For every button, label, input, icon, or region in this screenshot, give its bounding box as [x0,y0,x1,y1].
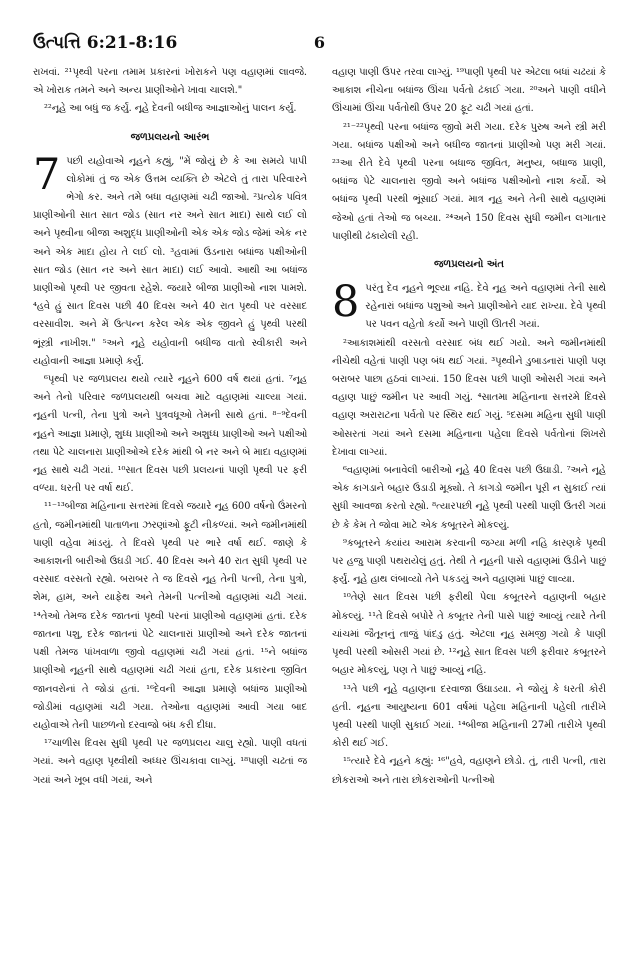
left-column [33,64,307,970]
text-columns [33,64,606,970]
paragraph: ²²નૂહે આ બધું જ કર્યું. નૂહે દેવની બધીજ આજ્ઞાઓનું પાલન કર્યું. [44,103,297,115]
paragraph: વહાણ પાણી ઉપર તરવા લાગ્યું. ¹⁹પાણી પૃથ્વી પર એટલા બધાં ચઢયાં કે આકાશ નીચેના બધાંજ ઊંચા પર્વતો ઢંકાઈ ગયા. ²⁰અને પાણી વધીને ઊંચામાં ઊંચા પર્વતોથી ઉપર 20 ફૂટ ચઢી ગયાં હતાં. [332,67,606,115]
paragraph: ¹⁰તેણે સાત દિવસ પછી ફરીથી પેલા કબૂતરને વહાણની બહાર મોકલ્યું. ¹¹તે દિવસે બપોરે તે કબૂતર તેની પાસે પાછું આવ્યું ત્યારે તેની ચાંચમાં જૈતૂનનું તાજું પાંદડુ હતું. એટલા નૂહ સમજી ગયો કે પાણી પૃથ્વી પરથી ઓસરી ગયાં છે. ¹²નૂહે સાત દિવસ પછી ફરીવાર કબૂતરને બહાર મોકલ્યું, પણ તે પાછું આવ્યું નહિ. [332,592,606,677]
chapter-dropcap: 8 [332,277,360,328]
chapter-reference: ઉત્પત્તિ 6:21-8:16 [33,33,178,53]
right-column [332,64,606,970]
page-header [33,33,606,55]
paragraph: ¹¹⁻¹³બીજા મહિનાના સત્તરમાં દિવસે જયારે નૂહ 600 વર્ષનો ઉંમરનો હતો, જમીનમાંથી પાતાળના ઝરણાંઓ ફૂટી નીકળ્યાં. અને જમીનમાંથી પાણી વહેવા માંડયું. તે દિવસે પૃથ્વી પર ભારે વર્ષા થઈ. જાણે કે આકાશની બારીઓ ઉઘડી ગઈ. 40 દિવસ અને 40 રાત સુધી પૃથ્વી પર વરસાદ વરસતો રહ્યો. બરાબર તે જ દિવસે નૂહ તેની પત્ની, તેના પુત્રો, શેમ, હામ, અને યાફેથ અને તેમની પત્નીઓ વહાણમાં ચઢી ગયાં. ¹⁴તેઓ તેમજ દરેક જાતનાં પૃથ્વી પરનાં પ્રાણીઓ વહાણમાં હતાં. દરેક જાતના પશુ, દરેક જાતનાં પેટે ચાલનારાં પ્રાણીઓ અને દરેક જાતનાં પક્ષી તેમજ પાંખવાળા જીવો વહાણમાં ચઢી ગયાં હતાં. ¹⁵ને બધાંજ પ્રાણીઓ નૂહની સાથે વહાણમાં ચઢી ગયાં હતા, દરેક પ્રકારના જીવિત જાનવરોનાં તે જોડાં હતાં. ¹⁶દેવની આજ્ઞા પ્રમાણે બધાંજ પ્રાણીઓ જોડીમાં વહાણમાં ચઢી ગયા. તેઓના વહાણમાં આવી ગયા બાદ યહોવાએ તેની પાછળનો દરવાજો બંધ કરી દીધા. [33,501,307,731]
paragraph: ⁶પૃથ્વી પર જળપ્રલય થયો ત્યારે નૂહને 600 વર્ષ થયાં હતાં. ⁷નૂહ અને તેનો પરિવાર જળપ્રલયથી બચવા માટે વહાણમાં ચાલ્યા ગયાં. નૂહની પત્ની, તેના પુત્રો અને પુત્રવધૂઓ તેમની સાથે હતાં. ⁸⁻⁹દેવની નૂહને આજ્ઞા પ્રમાણે, શુધ્ધ પ્રાણીઓ અને અશુધ્ધ પ્રાણીઓ અને પક્ષીઓ તથા પેટે ચાલનારા પ્રાણીઓએ દરેક માંથી બે નર અને બે માદા વહાણમાં નૂહ સાથે ચઢી ગયાં. ¹⁰સાત દિવસ પછી પ્રલયનાં પાણી પૃથ્વી પર ફરી વળ્યા. ધરતી પર વર્ષા થઈ. [33,374,307,495]
paragraph-text: પછી યહોવાએ નૂહને કહ્યું, "મેં જોયું છે કે આ સમયે પાપી લોકોમાં તું જ એક ઉત્તમ વ્યક્તિ છે એટલે તું તારા પરિવારને ભેગો કર. અને તમે બધા વહાણમાં ચઢી જાઓ. ²પ્રત્યેક પવિત્ર પ્રાણીઓની સાત સાત જોડ (સાત નર અને સાત માદા) સાથે લઈ લો અને પૃથ્વીના બીજા અશુદ્ધ પ્રાણીઓની એક એક જોડ જેમાં એક નર અને એક માદા હોય તે લઈ લો. ³હવામાં ઉડનારા બધાંજ પક્ષીઓની સાત જોડ (સાત નર અને સાત માદા) લઈ આવો. આથી આ બધાંજ પ્રાણીઓ પૃથ્વી પર જીવતા રહેશે. જયારે બીજા પ્રાણીઓ નાશ પામશે. ⁴હવે હું સાત દિવસ પછી 40 દિવસ અને 40 રાત પૃથ્વી પર વરસાદ વરસાવીશ. અને મેં ઉત્પન્ન કરેલ એક એક જીવને હું પૃથ્વી પરથી ભૂંસ્ત્રી નાખીશ." ⁵અને નૂહે યહોવાની બધીજ વાતો સ્વીકારી અને યહોવાની આજ્ઞા પ્રમાણે કર્યું. [33,155,307,367]
paragraph: ¹³તે પછી નૂહે વહાણના દરવાજા ઉઘાડયા. ને જોયું કે ધરતી કોરી હતી. નૂહના આયુષ્યના 601 વર્ષમાં પહેલા મહિનાની પહેલી તારીખે પૃથ્વી પરથી પાણી સુકાઈ ગયાં. ¹⁴બીજા મહિનાની 27મી તારીખે પૃથ્વી કોરી થઈ ગઈ. [332,683,606,750]
paragraph-with-dropcap [33,149,307,371]
paragraph: રાખવાં. ²¹પૃથ્વી પરના તમામ પ્રકારનાં ખોરાકને પણ વહાણમાં લાવજે. એ ખોરાક તમને અને અન્ય પ્રાણીઓને ખાવા ચાલશે." [33,67,307,97]
section-heading: જળપ્રલયનો આરંભ [130,131,210,143]
chapter-dropcap: 7 [33,149,61,200]
paragraph: ²આકાશમાંથી વરસતો વરસાદ બંધ થઈ ગયો. અને જમીનમાંથી નીચેથી વહેતાં પાણી પણ બંધ થઈ ગયાં. ³પૃથ્વીને ડુબાડનારાં પાણી પણ બરાબર પાછા હઠવાં લાગ્યાં. 150 દિવસ પછી પાણી ઓસરી ગયાં અને વહાણ પાછું જમીન પર આવી ગયું. ⁴સાતમા મહિનાના સત્તરમે દિવસે વહાણ અરારાટના પર્વતો પર સ્થિર થઈ ગયું. ⁵દસમા મહિના સુધી પાણી ઓસરતાં ગયાં અને દસમા મહિનાના પહેલા દિવસે પર્વતોનાં શિખરો દેખાવા લાગ્યાં. [332,337,606,458]
paragraph: ⁹કબૂતરને કયાંય આરામ કરવાની જગ્યા મળી નહિ કારણકે પૃથ્વી પર હજુ પાણી પથરાયેલું હતું. તેથી તે નૂહની પાસે વહાણમાં ઉડીને પાછું ફર્યું. નૂહે હાથ લંબાવ્યો તેને પકડયું અને વહાણમાં પાછું લાવ્યા. [332,537,606,586]
section-heading: જળપ્રલયનો અંત [433,259,505,271]
page-number: 6 [313,33,326,52]
paragraph-text: પરંતુ દેવ નૂહને ભૂલ્યા નહિ. દેવે નૂહ અને વહાણમાં તેની સાથે રહેનારાં બધાંજ પશુઓ અને પ્રાણીઓને યાદ રાખ્યા. દેવે પૃથ્વી પર પવન વહેતો કર્યો અને પાણી ઊતરી ગયાં. [365,283,606,331]
paragraph-with-dropcap [332,277,606,335]
paragraph: ²¹⁻²²પૃથ્વી પરના બધાંજ જીવો મરી ગયા. દરેક પુરુષ અને સ્ત્રી મરી ગયા. બધાંજ પક્ષીઓ અને બધીજ જાતનાં પ્રાણીઓ પણ મરી ગયાં. ²³આ રીતે દેવે પૃથ્વી પરના બધાજ જીવિત, મનુષ્ય, બધાજ પ્રાણી, બધાંજ પેટે ચાલનારા જીવો અને બધાંજ પક્ષીઓનો નાશ કર્યો. એ બધાંજ પૃથ્વી પરથી ભૂંસાઈ ગયાં. માત્ર નૂહ અને તેની સાથે વહાણમાં જેઓ હતાં તેઓ જ બચ્યા. ²⁴અને 150 દિવસ સુધી જમીન લગાતાર પાણીથી ઢંકાયેલી રહી. [332,121,606,242]
paragraph: ⁶વહાણમાં બનાવેલી બારીઓ નૂહે 40 દિવસ પછી ઉઘાડી. ⁷અને નૂહે એક કાગડાને બહાર ઉડાડી મૂક્યો. તે કાગડો જમીન પૂરી ન સુકાઈ ત્યાં સુધી આવજા કરતો રહ્યો. ⁸ત્યારપછી નૂહે પૃથ્વી પરથી પાણી ઉતરી ગયાં છે કે કેમ તે જોવા માટે એક કબૂતરને મોકલ્યું. [332,465,606,531]
paragraph: ¹⁷ચાળીસ દિવસ સુધી પૃથ્વી પર જળપ્રલય ચાલુ રહ્યો. પાણી વધતાં ગયાં. અને વહાણ પૃથ્વીથી અધ્ધર ઊંચકાવા લાગ્યું. ¹⁸પાણી ચઢતાં જ ગયાં અને ખૂબ વધી ગયાં, અને [33,738,307,786]
paragraph: ¹⁵ત્યારે દેવે નૂહને કહ્યું: ¹⁶"હવે, વહાણને છોડો. તું, તારી પત્ની, તારા છોકરાઓ અને તારા છોકરાઓની પત્નીઓ [332,756,606,786]
